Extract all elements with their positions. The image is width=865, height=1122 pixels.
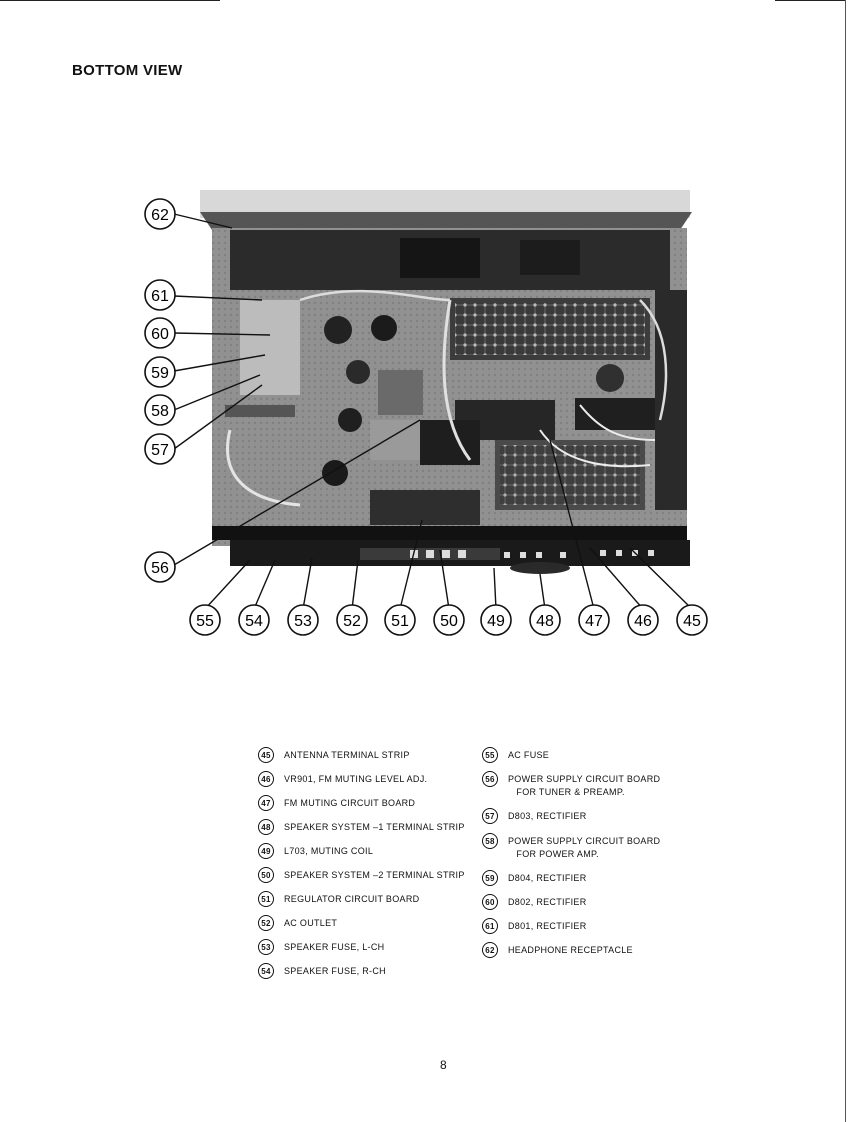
legend-item: 45 ANTENNA TERMINAL STRIP <box>258 749 410 763</box>
svg-text:53: 53 <box>294 613 312 630</box>
svg-text:62: 62 <box>151 207 169 224</box>
callout-62 <box>145 199 175 229</box>
callout-54 <box>239 605 269 635</box>
legend-item: 59 D804, RECTIFIER <box>482 872 587 886</box>
capacitor <box>322 460 348 486</box>
legend-item: 50 SPEAKER SYSTEM –2 TERMINAL STRIP <box>258 869 465 883</box>
svg-text:49: 49 <box>487 613 505 630</box>
number-badge: 54 <box>258 963 274 979</box>
callout-50 <box>434 605 464 635</box>
number-badge: 62 <box>482 942 498 958</box>
capacitor <box>371 315 397 341</box>
number-badge: 47 <box>258 795 274 811</box>
callout-59 <box>145 357 175 387</box>
number-badge: 58 <box>482 833 498 849</box>
capacitor <box>338 408 362 432</box>
legend-item: 58 POWER SUPPLY CIRCUIT BOARD FOR POWER AMP. <box>482 835 660 861</box>
number-badge: 60 <box>482 894 498 910</box>
callout-49 <box>481 605 511 635</box>
callout-53 <box>288 605 318 635</box>
number-badge: 56 <box>482 771 498 787</box>
svg-text:59: 59 <box>151 365 169 382</box>
legend-item: 47 FM MUTING CIRCUIT BOARD <box>258 797 415 811</box>
callout-46 <box>628 605 658 635</box>
legend-item: 49 L703, MUTING COIL <box>258 845 373 859</box>
legend-item: 57 D803, RECTIFIER <box>482 810 587 824</box>
callout-56 <box>145 552 175 582</box>
callout-60 <box>145 318 175 348</box>
callout-52 <box>337 605 367 635</box>
legend-item: 61 D801, RECTIFIER <box>482 920 587 934</box>
legend-item: 48 SPEAKER SYSTEM –1 TERMINAL STRIP <box>258 821 465 835</box>
svg-text:56: 56 <box>151 560 169 577</box>
number-badge: 51 <box>258 891 274 907</box>
legend-item: 62 HEADPHONE RECEPTACLE <box>482 944 633 958</box>
number-badge: 52 <box>258 915 274 931</box>
callout-58 <box>145 395 175 425</box>
number-badge: 46 <box>258 771 274 787</box>
svg-text:50: 50 <box>440 613 458 630</box>
callout-57 <box>145 434 175 464</box>
legend-item: 56 POWER SUPPLY CIRCUIT BOARD FOR TUNER & PREAMP. <box>482 773 660 799</box>
legend-item: 54 SPEAKER FUSE, R-CH <box>258 965 386 979</box>
page-number: 8 <box>440 1058 447 1072</box>
number-badge: 49 <box>258 843 274 859</box>
svg-text:60: 60 <box>151 326 169 343</box>
svg-text:57: 57 <box>151 442 169 459</box>
svg-text:55: 55 <box>196 613 214 630</box>
svg-text:47: 47 <box>585 613 603 630</box>
legend-item: 52 AC OUTLET <box>258 917 337 931</box>
number-badge: 45 <box>258 747 274 763</box>
number-badge: 48 <box>258 819 274 835</box>
number-badge: 53 <box>258 939 274 955</box>
page-title: BOTTOM VIEW <box>72 62 183 79</box>
callout-55 <box>190 605 220 635</box>
callout-51 <box>385 605 415 635</box>
legend-item: 60 D802, RECTIFIER <box>482 896 587 910</box>
capacitor <box>324 316 352 344</box>
number-badge: 59 <box>482 870 498 886</box>
legend-item: 46 VR901, FM MUTING LEVEL ADJ. <box>258 773 427 787</box>
svg-text:51: 51 <box>391 613 409 630</box>
svg-text:45: 45 <box>683 613 701 630</box>
svg-text:46: 46 <box>634 613 652 630</box>
capacitor <box>346 360 370 384</box>
callout-61 <box>145 280 175 310</box>
legend-item: 53 SPEAKER FUSE, L-CH <box>258 941 384 955</box>
number-badge: 50 <box>258 867 274 883</box>
legend-item: 55 AC FUSE <box>482 749 549 763</box>
svg-text:48: 48 <box>536 613 554 630</box>
capacitor <box>596 364 624 392</box>
callout-48 <box>530 605 560 635</box>
number-badge: 55 <box>482 747 498 763</box>
number-badge: 61 <box>482 918 498 934</box>
svg-text:58: 58 <box>151 403 169 420</box>
number-badge: 57 <box>482 808 498 824</box>
svg-text:54: 54 <box>245 613 263 630</box>
svg-text:52: 52 <box>343 613 361 630</box>
svg-text:61: 61 <box>151 288 169 305</box>
callout-47 <box>579 605 609 635</box>
callout-45 <box>677 605 707 635</box>
legend-item: 51 REGULATOR CIRCUIT BOARD <box>258 893 419 907</box>
